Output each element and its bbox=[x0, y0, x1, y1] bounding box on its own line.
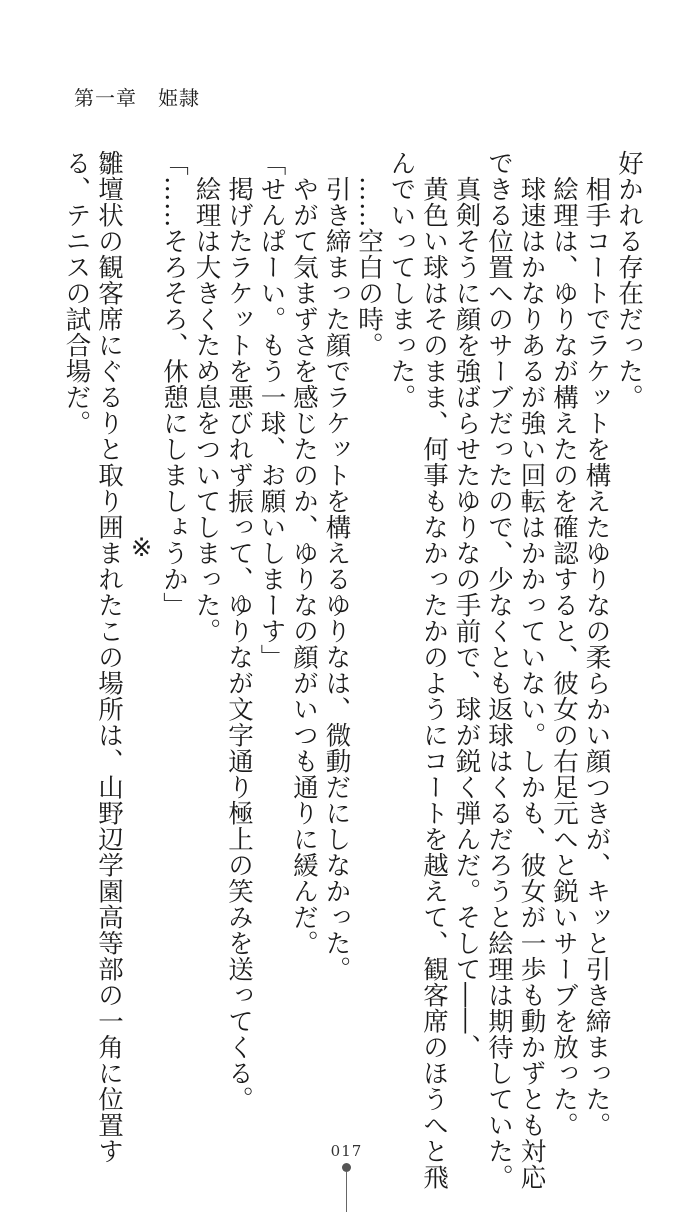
text-line: る、テニスの試合場だ。 bbox=[61, 150, 92, 436]
text-line: 相手コートでラケットを構えたゆりなの柔らかい顔つきが、キッと引き締まった。 bbox=[581, 175, 612, 1138]
text-line: んでいってしまった。 bbox=[386, 150, 417, 410]
page-ornament-dot-icon bbox=[342, 1163, 351, 1172]
text-line: できる位置へのサーブだったので、少なくとも返球はくるだろうと絵理は期待していた。 bbox=[484, 150, 514, 1190]
page-number: 017 bbox=[330, 1142, 363, 1160]
text-line: ……空白の時。 bbox=[354, 175, 384, 358]
section-separator: ※ bbox=[126, 532, 157, 563]
text-line: 絵理は大きくため息をついてしまった。 bbox=[191, 175, 222, 644]
text-line: 真剣そうに顔を強ばらせたゆりなの手前で、球が鋭く弾んだ。そして――、 bbox=[451, 175, 482, 1060]
text-line: 球速はかなりあるが強い回転はかかっていない。しかも、彼女が一歩も動かずとも対応 bbox=[516, 175, 547, 1190]
novel-body-text bbox=[60, 150, 645, 1190]
text-line: 引き締まった顔でラケットを構えるゆりなは、微動だにしなかった。 bbox=[321, 175, 352, 982]
page-footer bbox=[0, 1142, 693, 1212]
text-line: やがて気まずさを感じたのか、ゆりなの顔がいつも通りに緩んだ。 bbox=[289, 175, 319, 956]
text-line: 黄色い球はそのまま、何事もなかったかのようにコートを越えて、観客席のほうへと飛 bbox=[419, 175, 449, 1190]
text-line: 「……そろそろ、休憩にしましょうか」 bbox=[159, 150, 189, 618]
chapter-header: 第一章 姫隷 bbox=[74, 86, 200, 110]
text-line: 好かれる存在だった。 bbox=[614, 150, 644, 410]
text-line: 掲げたラケットを悪びれず振って、ゆりなが文字通り極上の笑みを送ってくる。 bbox=[224, 175, 254, 1112]
text-line: 「せんぱーい。もう一球、お願いしまーす」 bbox=[256, 150, 287, 670]
text-line: 絵理は、ゆりなが構えたのを確認すると、彼女の右足元へと鋭いサーブを放った。 bbox=[549, 175, 579, 1138]
page-ornament-stem bbox=[346, 1172, 347, 1212]
text-line: 雛壇状の観客席にぐるりと取り囲まれたこの場所は、山野辺学園高等部の一角に位置す bbox=[94, 150, 124, 1164]
